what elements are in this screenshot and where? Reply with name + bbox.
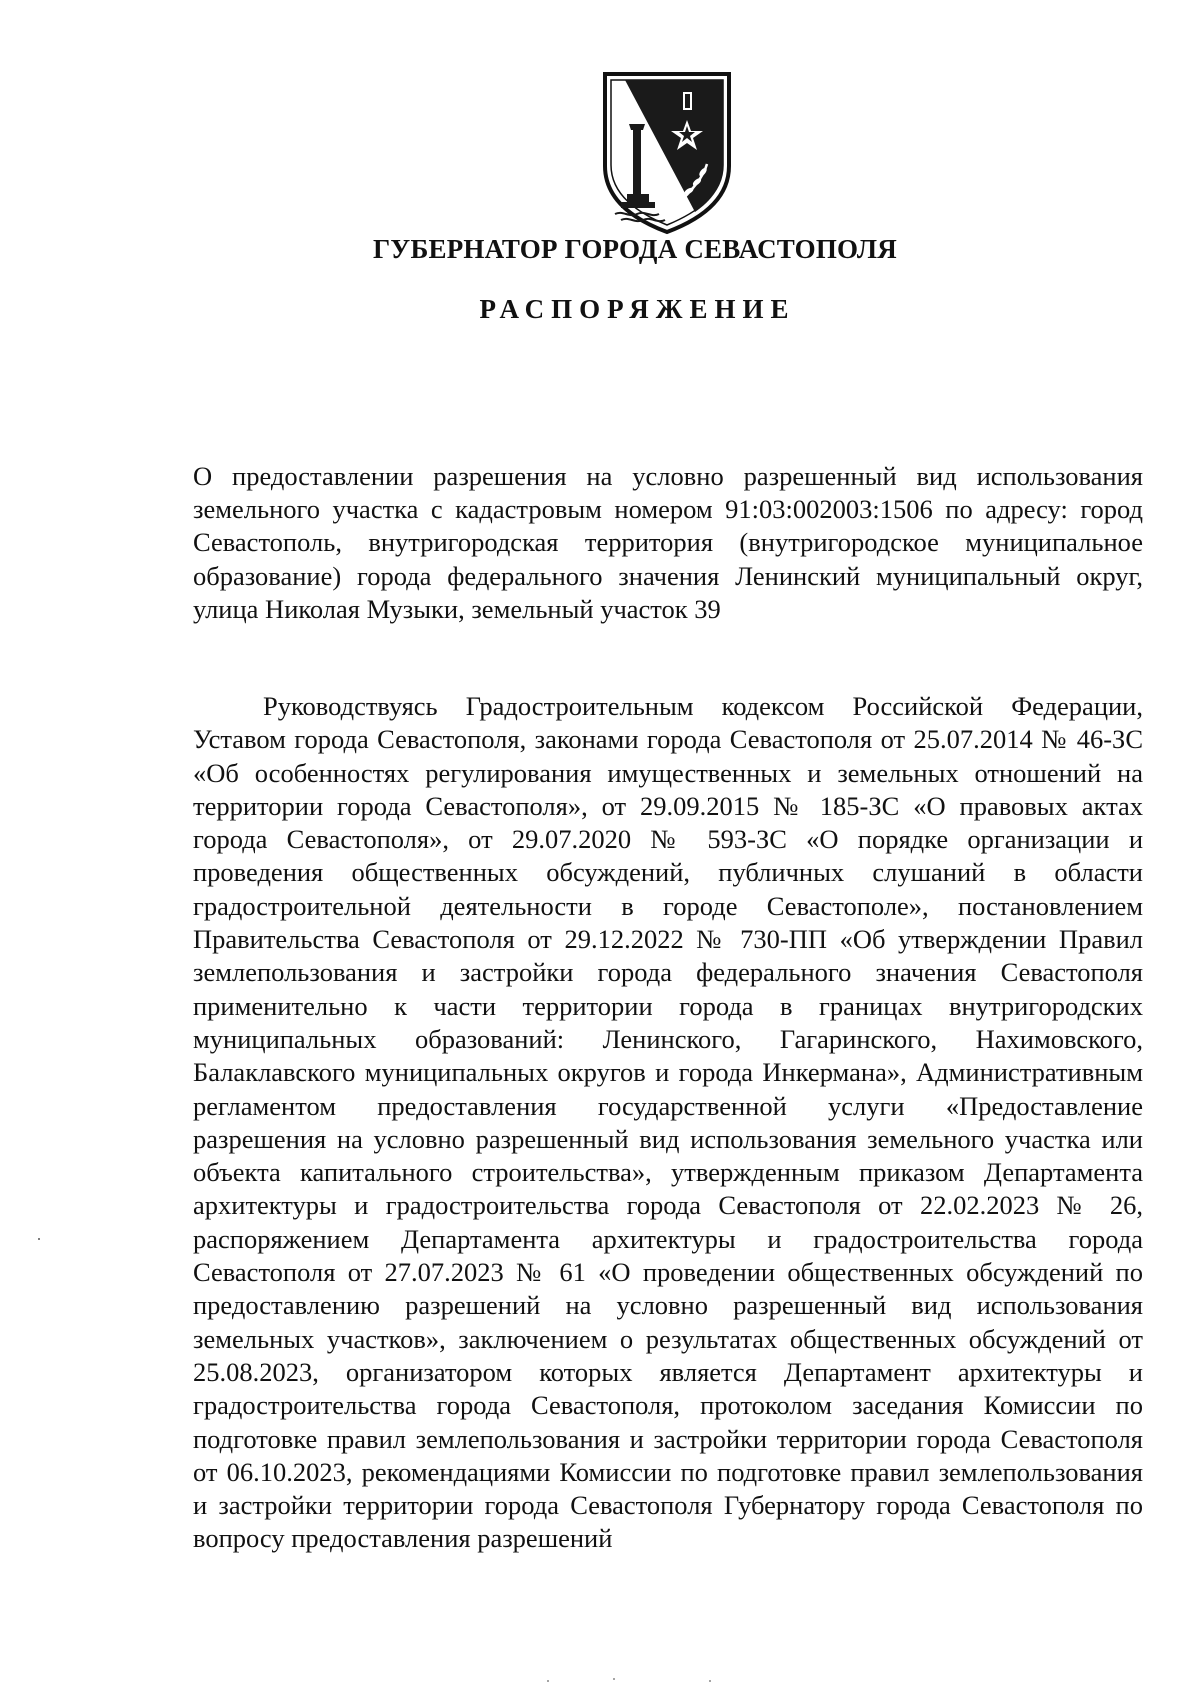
document-subject: О предоставлении разрешения на условно разрешенный вид использования земельного участка с кадастровым номером 91:03:002003:1506 по адресу: город Севастополь, внутригородская территория (внутригородское муниципальное образование) города федерального значения Ленинский муниципальный округ, улица Николая Музыки, земельный участок 39 [193,461,1143,624]
issuing-authority: ГУБЕРНАТОР ГОРОДА СЕВАСТОПОЛЯ [373,234,897,264]
document-type: РАСПОРЯЖЕНИЕ [479,294,796,324]
scan-artifact-specks [540,1676,780,1686]
scan-artifact [38,1238,40,1240]
body-paragraph: Руководствуясь Градостроительным кодексом Российской Федерации, Уставом города Севастополя, законами города Севастополя от 25.07.2014 № 46-ЗС «Об особенностях регулирования имущественных и земельных отношений на территории города Севастополя», от 29.09.2015 № 185-ЗС «О правовых актах города Севастополя», от 29.07.2020 № 593-ЗС «О порядке организации и проведения общественных обсуждений, публичных слушаний в области градостроительной деятельности в городе Севастополе», постановлением Правительства Севастополя от 29.12.2022 № 730-ПП «Об утверждении Правил землепользования и застройки города федерального значения Севастополя применительно к части территории города в границах внутригородских муниципальных образований: Ленинского, Гагаринского, Нахимовского, Балаклавского муниципальных округов и города Инкермана», Административным регламентом предоставления государственной услуги «Предоставление разрешения на условно разрешенный вид использования земельного участка или объекта капитального строительства», утвержденным приказом Департамента архитектуры и градостроительства города Севастополя от 22.02.2023 № 26, распоряжением Департамента архитектуры и градостроительства города Севастополя от 27.07.2023 № 61 «О проведении общественных обсуждений по предоставлению разрешений на условно разрешенный вид использования земельных участков», заключением о результатах общественных обсуждений от 25.08.2023, организатором которых является Департамент архитектуры и градостроительства города Севастополя, протоколом заседания Комиссии по подготовке правил землепользования и застройки территории города Севастополя от 06.10.2023, рекомендациями Комиссии по подготовке правил землепользования и застройки территории города Севастополя Губернатору города Севастополя по вопросу предоставления разрешений [193,691,1143,1554]
sevastopol-coat-of-arms-icon [599,68,735,236]
emblem [599,68,735,236]
